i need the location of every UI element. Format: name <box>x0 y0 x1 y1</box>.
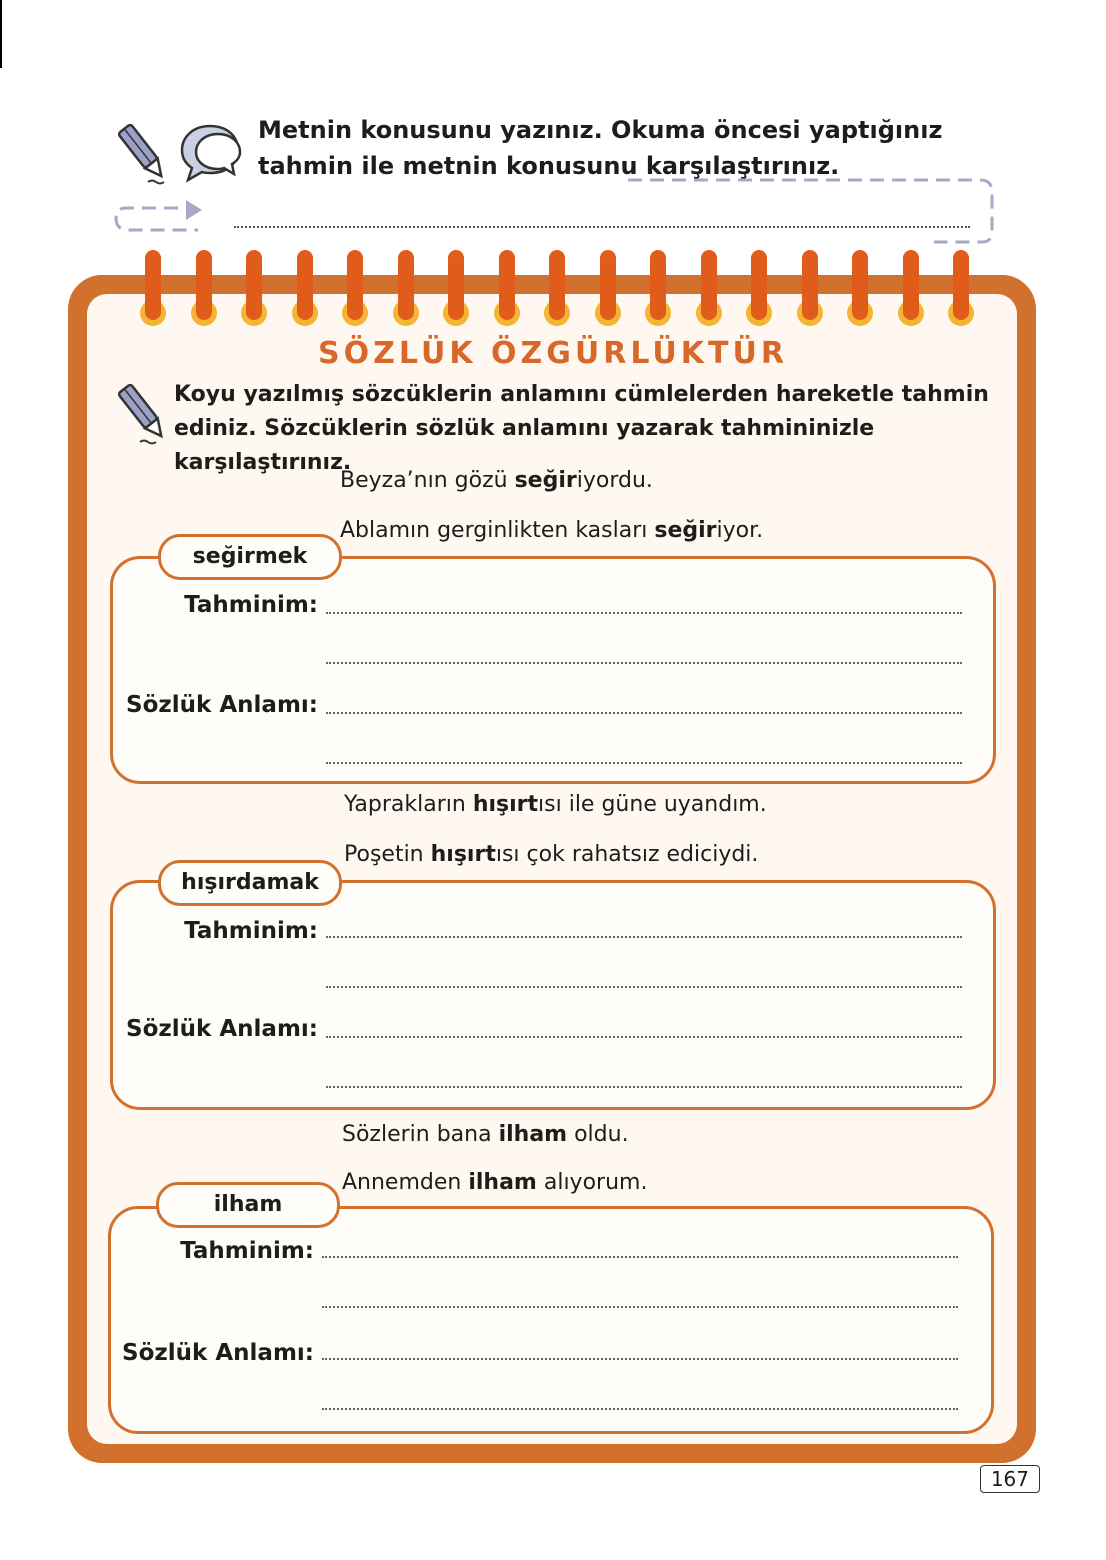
spiral-ring <box>701 250 717 320</box>
answer-line-topic[interactable] <box>234 226 970 228</box>
example-sentence: Sözlerin bana ilham oldu. <box>342 1122 629 1147</box>
meaning-label: Sözlük Anlamı: <box>126 692 318 718</box>
spiral-ring <box>196 250 212 320</box>
spiral-ring <box>852 250 868 320</box>
spiral-ring <box>398 250 414 320</box>
word-box <box>110 556 996 784</box>
spiral-ring <box>499 250 515 320</box>
answer-line-meaning[interactable] <box>326 1036 962 1038</box>
guess-label: Tahminim: <box>184 918 318 944</box>
section-instruction: Koyu yazılmış sözcüklerin anlamını cümlelerden hareketle tahmin ediniz. Sözcüklerin sözlük anlamını yazarak tahmininizle karşılaştırınız. <box>174 382 989 475</box>
example-sentence: Yaprakların hışırtısı ile güne uyandım. <box>344 792 767 817</box>
meaning-label: Sözlük Anlamı: <box>122 1340 314 1366</box>
spiral-ring <box>802 250 818 320</box>
pencil-icon <box>118 378 170 450</box>
answer-line-guess-2[interactable] <box>326 662 962 664</box>
page-number: 167 <box>980 1465 1040 1493</box>
spiral-ring <box>903 250 919 320</box>
example-sentence: Annemden ilham alıyorum. <box>342 1170 648 1195</box>
guess-label: Tahminim: <box>184 592 318 618</box>
word-tag: ilham <box>156 1182 340 1228</box>
word-tag: hışırdamak <box>158 860 342 906</box>
answer-line-guess[interactable] <box>322 1256 958 1258</box>
word-tag: seğirmek <box>158 534 342 580</box>
answer-line-meaning-2[interactable] <box>326 1086 962 1088</box>
answer-line-meaning[interactable] <box>322 1358 958 1360</box>
answer-line-meaning-2[interactable] <box>326 762 962 764</box>
example-sentence: Poşetin hışırtısı çok rahatsız ediciydi. <box>344 842 759 867</box>
spiral-ring <box>297 250 313 320</box>
answer-line-guess-2[interactable] <box>322 1306 958 1308</box>
dashed-arrow-path <box>108 168 1008 248</box>
spiral-ring <box>953 250 969 320</box>
word-box <box>110 880 996 1110</box>
spiral-ring <box>347 250 363 320</box>
spiral-ring <box>549 250 565 320</box>
answer-line-guess[interactable] <box>326 936 962 938</box>
spiral-ring <box>751 250 767 320</box>
answer-line-guess-2[interactable] <box>326 986 962 988</box>
page-edge-line <box>0 0 2 68</box>
spiral-ring <box>145 250 161 320</box>
guess-label: Tahminim: <box>180 1238 314 1264</box>
answer-line-meaning[interactable] <box>326 712 962 714</box>
example-sentence: Ablamın gerginlikten kasları seğiriyor. <box>340 518 764 543</box>
spiral-ring <box>600 250 616 320</box>
section-title: SÖZLÜK ÖZGÜRLÜKTÜR <box>318 336 788 371</box>
answer-line-meaning-2[interactable] <box>322 1408 958 1410</box>
meaning-label: Sözlük Anlamı: <box>126 1016 318 1042</box>
spiral-ring <box>246 250 262 320</box>
top-instruction: Metnin konusunu yazınız. Okuma öncesi yaptığınız tahmin ile metnin konusunu karşılaştırınız. <box>258 116 943 180</box>
spiral-ring <box>650 250 666 320</box>
example-sentence: Beyza’nın gözü seğiriyordu. <box>340 468 653 493</box>
answer-line-guess[interactable] <box>326 612 962 614</box>
spiral-ring <box>448 250 464 320</box>
